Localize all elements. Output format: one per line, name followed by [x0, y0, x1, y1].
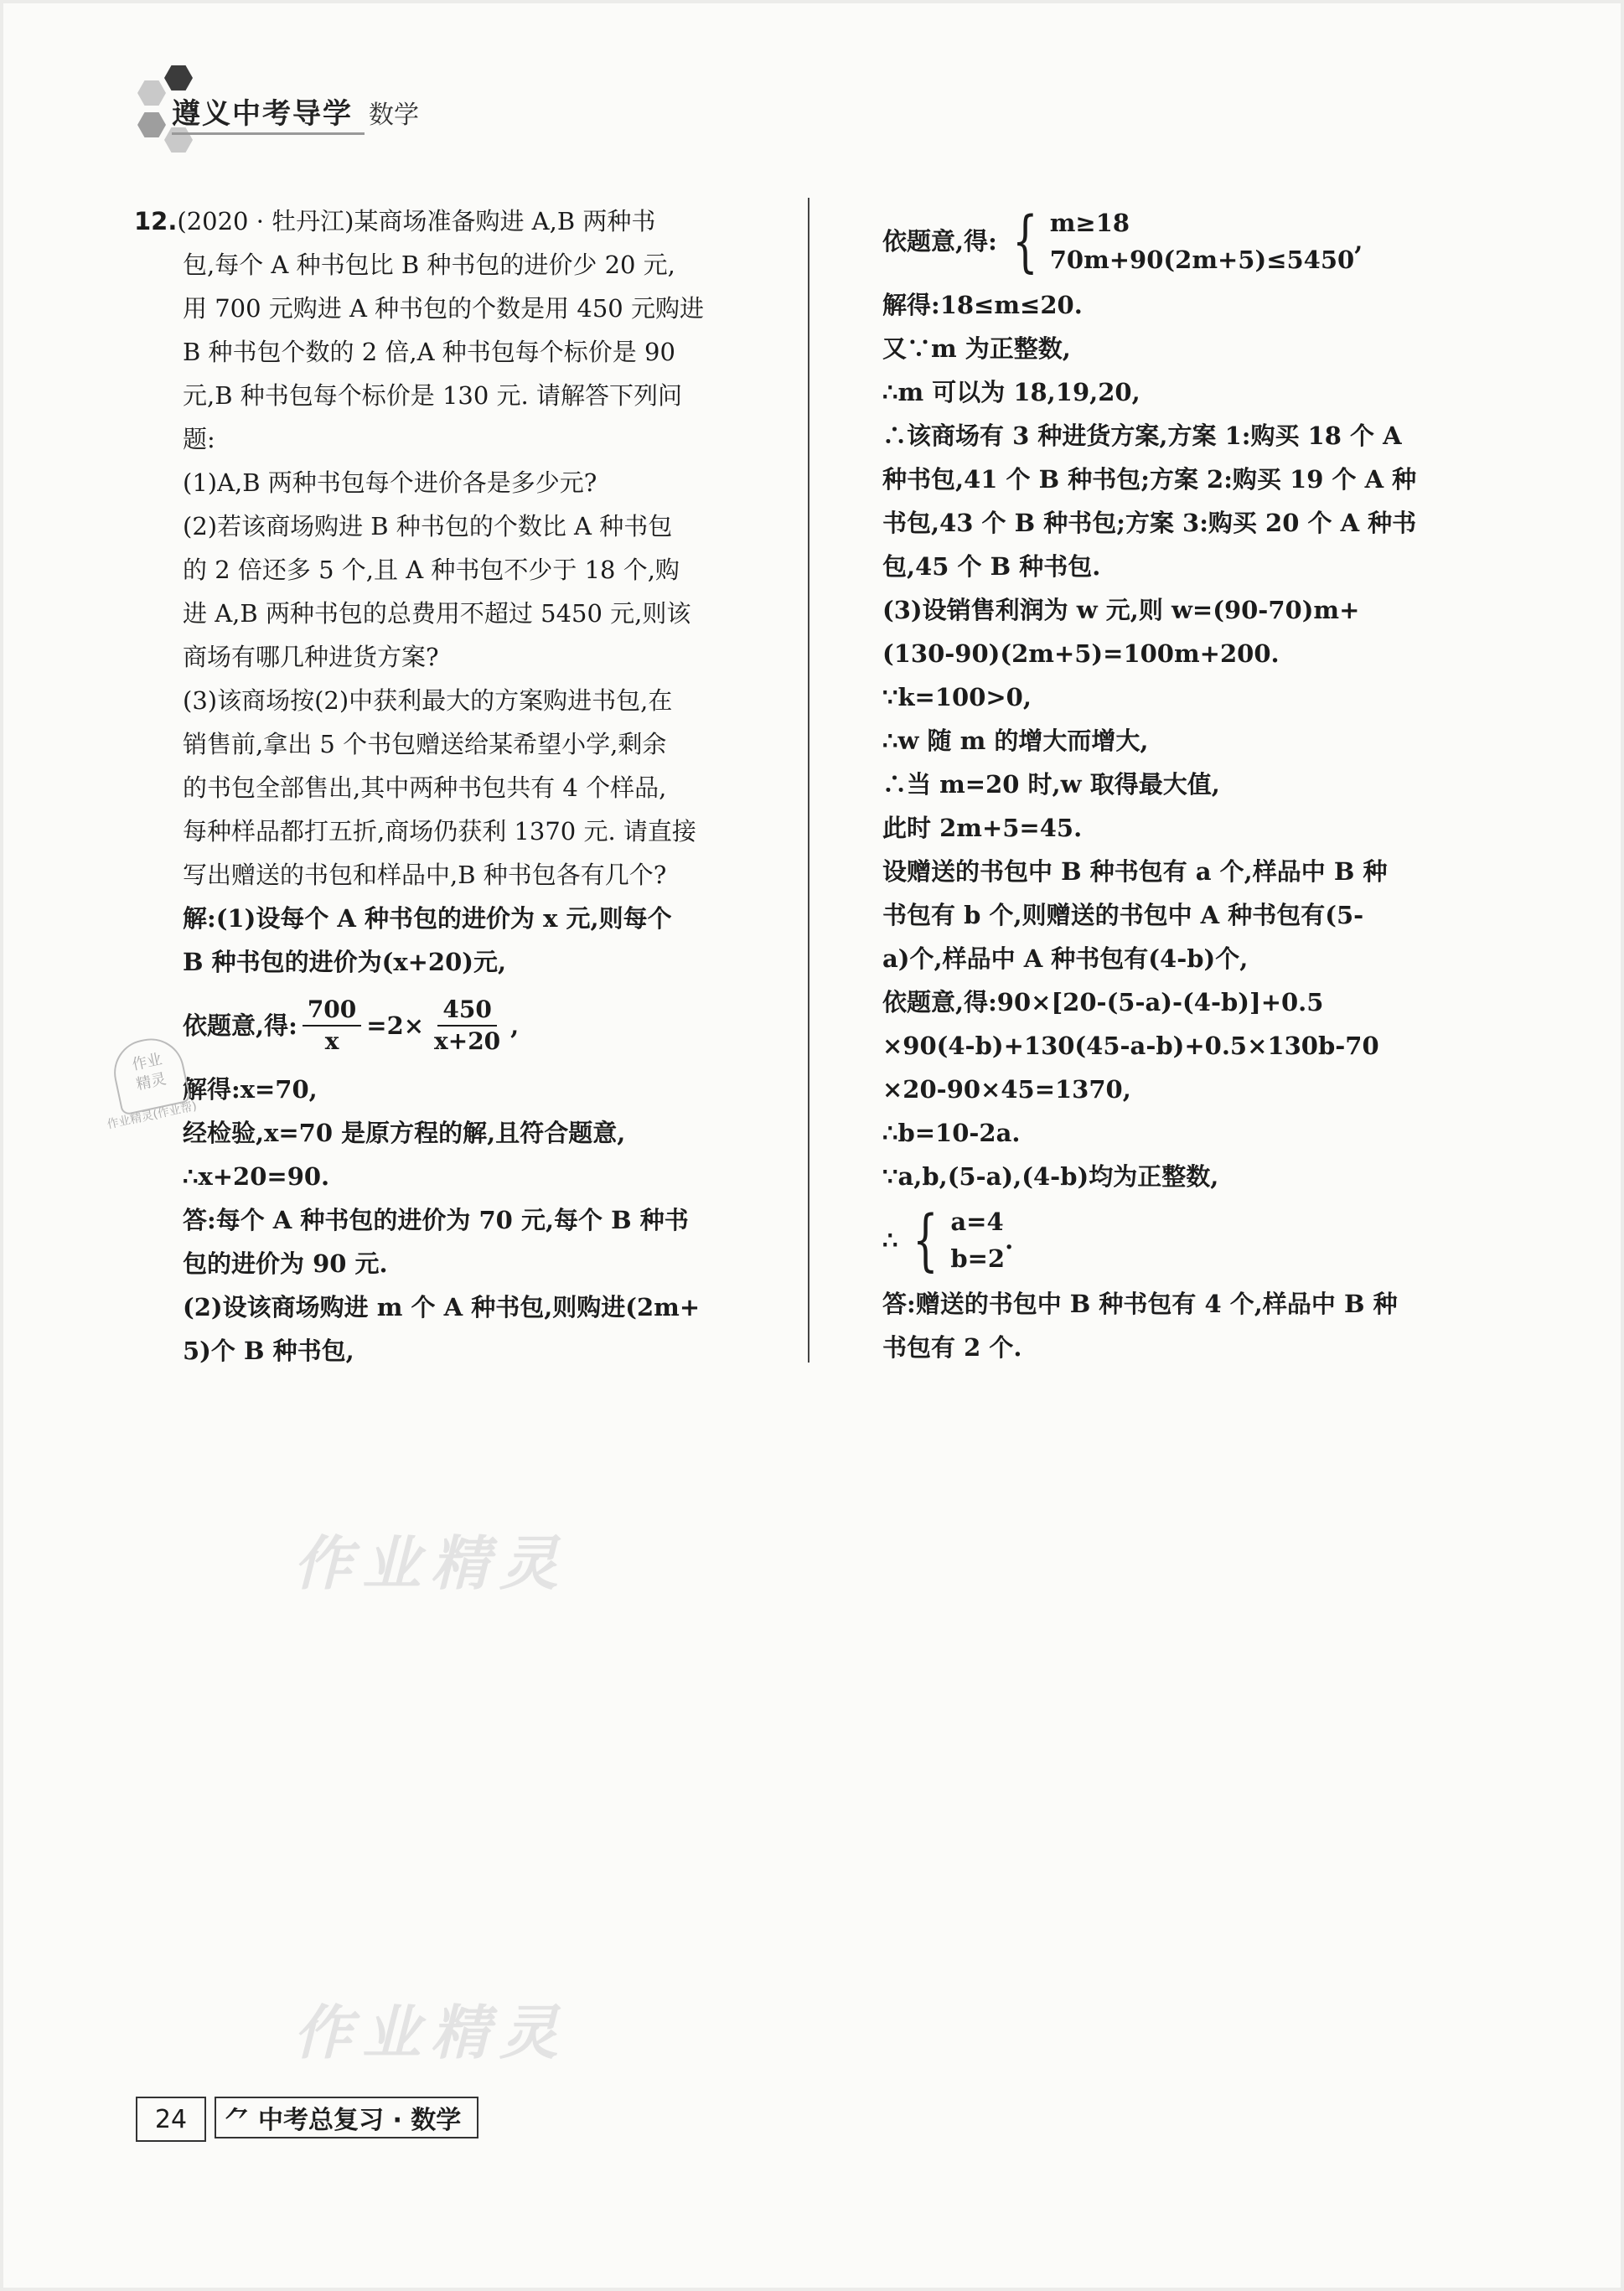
question-part-2: 的 2 倍还多 5 个,且 A 种书包不少于 18 个,购	[183, 556, 680, 584]
solution-line: 解得:18≤m≤20.	[882, 291, 1083, 319]
hexagon-logo-icon	[137, 112, 166, 137]
solution-line: B 种书包的进价为(x+20)元,	[183, 948, 507, 976]
solution-line: 答:每个 A 种书包的进价为 70 元,每个 B 种书	[183, 1206, 689, 1234]
equation-system: { a=4 b=2	[913, 1201, 1006, 1279]
question-line: 元,B 种书包每个标价是 130 元. 请解答下列问	[183, 381, 682, 410]
question-part-2: 进 A,B 两种书包的总费用不超过 5450 元,则该	[183, 599, 691, 628]
solution-line: ×90(4-b)+130(45-a-b)+0.5×130b-70	[882, 1032, 1379, 1060]
subject-label: 数学	[369, 101, 419, 130]
question-line: 用 700 元购进 A 种书包的个数是用 450 元购进	[183, 294, 704, 323]
solution-line: ∴m 可以为 18,19,20,	[882, 378, 1140, 406]
solution-line: (130-90)(2m+5)=100m+200.	[882, 639, 1280, 668]
header-underline	[172, 132, 365, 135]
left-column	[134, 199, 779, 1373]
question-part-3: (3)该商场按(2)中获利最大的方案购进书包,在	[183, 686, 673, 715]
question-part-3: 写出赠送的书包和样品中,B 种书包各有几个?	[183, 861, 667, 889]
left-brace-icon: {	[1011, 202, 1038, 280]
equation-system: { m≥18 70m+90(2m+5)≤5450	[1011, 202, 1355, 280]
solution-line: 书包有 b 个,则赠送的书包中 A 种书包有(5-	[882, 901, 1364, 929]
question-part-2: (2)若该商场购进 B 种书包的个数比 A 种书包	[183, 512, 673, 540]
left-brace-icon: {	[913, 1201, 939, 1279]
solution-line: ∴x+20=90.	[183, 1162, 330, 1191]
watermark: 作业精灵	[293, 1529, 568, 1598]
question-line: 包,每个 A 种书包比 B 种书包的进价少 20 元,	[183, 251, 675, 279]
hexagon-logo-icon	[164, 65, 193, 91]
solution-line: ∴当 m=20 时,w 取得最大值,	[882, 770, 1220, 799]
solution-line: ×20-90×45=1370,	[882, 1075, 1131, 1104]
solution-line: 5)个 B 种书包,	[183, 1337, 354, 1365]
right-column	[882, 199, 1486, 1369]
question-part-2: 商场有哪几种进货方案?	[183, 643, 439, 671]
solution-line: 种书包,41 个 B 种书包;方案 2:购买 19 个 A 种	[882, 465, 1417, 494]
question-part-3: 的书包全部售出,其中两种书包共有 4 个样品,	[183, 773, 667, 802]
solution-line: 解:(1)设每个 A 种书包的进价为 x 元,则每个	[183, 904, 672, 933]
solution-line: a)个,样品中 A 种书包有(4-b)个,	[882, 944, 1249, 973]
solution-line: ∴该商场有 3 种进货方案,方案 1:购买 18 个 A	[882, 421, 1402, 450]
solution-line: (2)设该商场购进 m 个 A 种书包,则购进(2m+	[183, 1293, 701, 1321]
solution-line: 此时 2m+5=45.	[882, 814, 1083, 842]
solution-line: 依题意,得:90×[20-(5-a)-(4-b)]+0.5	[882, 988, 1324, 1016]
solution-line: 包的进价为 90 元.	[183, 1249, 388, 1278]
solution-line: 经检验,x=70 是原方程的解,且符合题意,	[183, 1119, 626, 1147]
solution-line: 答:赠送的书包中 B 种书包有 4 个,样品中 B 种	[882, 1290, 1398, 1318]
solution-left	[134, 897, 779, 1373]
solution-line: 书包,43 个 B 种书包;方案 3:购买 20 个 A 种书	[882, 509, 1417, 537]
stamp-logo: 作业 精灵 作业精灵(作业帮)	[91, 1027, 224, 1133]
book-title: 遵义中考导学	[172, 97, 353, 131]
question-line: B 种书包个数的 2 倍,A 种书包每个标价是 90	[183, 338, 675, 366]
question-part-1: (1)A,B 两种书包每个进价各是多少元?	[183, 468, 597, 497]
watermark: 作业精灵	[293, 1999, 568, 2067]
page-number: 24	[136, 2097, 206, 2142]
question	[134, 199, 779, 897]
answer-system: ∴ { a=4 b=2 .	[882, 1201, 1014, 1279]
solution-line: ∵k=100>0,	[882, 683, 1032, 711]
question-part-3: 销售前,拿出 5 个书包赠送给某希望小学,剩余	[183, 730, 667, 758]
question-number: 12.	[134, 207, 178, 235]
solution-line: ∴b=10-2a.	[882, 1119, 1021, 1147]
question-line: 题:	[183, 425, 215, 453]
solution-line: ∴w 随 m 的增大而增大,	[882, 727, 1149, 755]
footer-book-title: ⺈ 中考总复习 · 数学	[215, 2097, 478, 2138]
solution-line: 包,45 个 B 种书包.	[882, 552, 1101, 581]
book-logo-icon: ⺈	[225, 2106, 250, 2135]
equation-line: 依题意,得: $\frac{700}{x}$ =2× $\frac{450}{x+20}$ ,	[183, 996, 520, 1055]
stamp-icon: 作业 精灵	[108, 1032, 192, 1116]
question-part-3: 每种样品都打五折,商场仍获利 1370 元. 请直接	[183, 817, 696, 846]
question-line: 12.(2020 · 牡丹江)某商场准备购进 A,B 两种书	[134, 207, 656, 235]
inequality-system: 依题意,得: { m≥18 70m+90(2m+5)≤5450 ,	[882, 202, 1363, 280]
solution-line: ∵a,b,(5-a),(4-b)均为正整数,	[882, 1162, 1219, 1191]
solution-line: (3)设销售利润为 w 元,则 w=(90-70)m+	[882, 596, 1360, 624]
fraction: $\frac{700}{x}$	[303, 995, 361, 1057]
hexagon-logo-icon	[137, 80, 166, 106]
solution-line: 又∵m 为正整数,	[882, 334, 1071, 363]
column-divider	[808, 198, 809, 1363]
solution-line: 设赠送的书包中 B 种书包有 a 个,样品中 B 种	[882, 857, 1388, 886]
solution-line: 解得:x=70,	[183, 1075, 318, 1104]
fraction: $\frac{450}{x+20}$	[434, 996, 501, 1055]
solution-line: 书包有 2 个.	[882, 1333, 1022, 1362]
